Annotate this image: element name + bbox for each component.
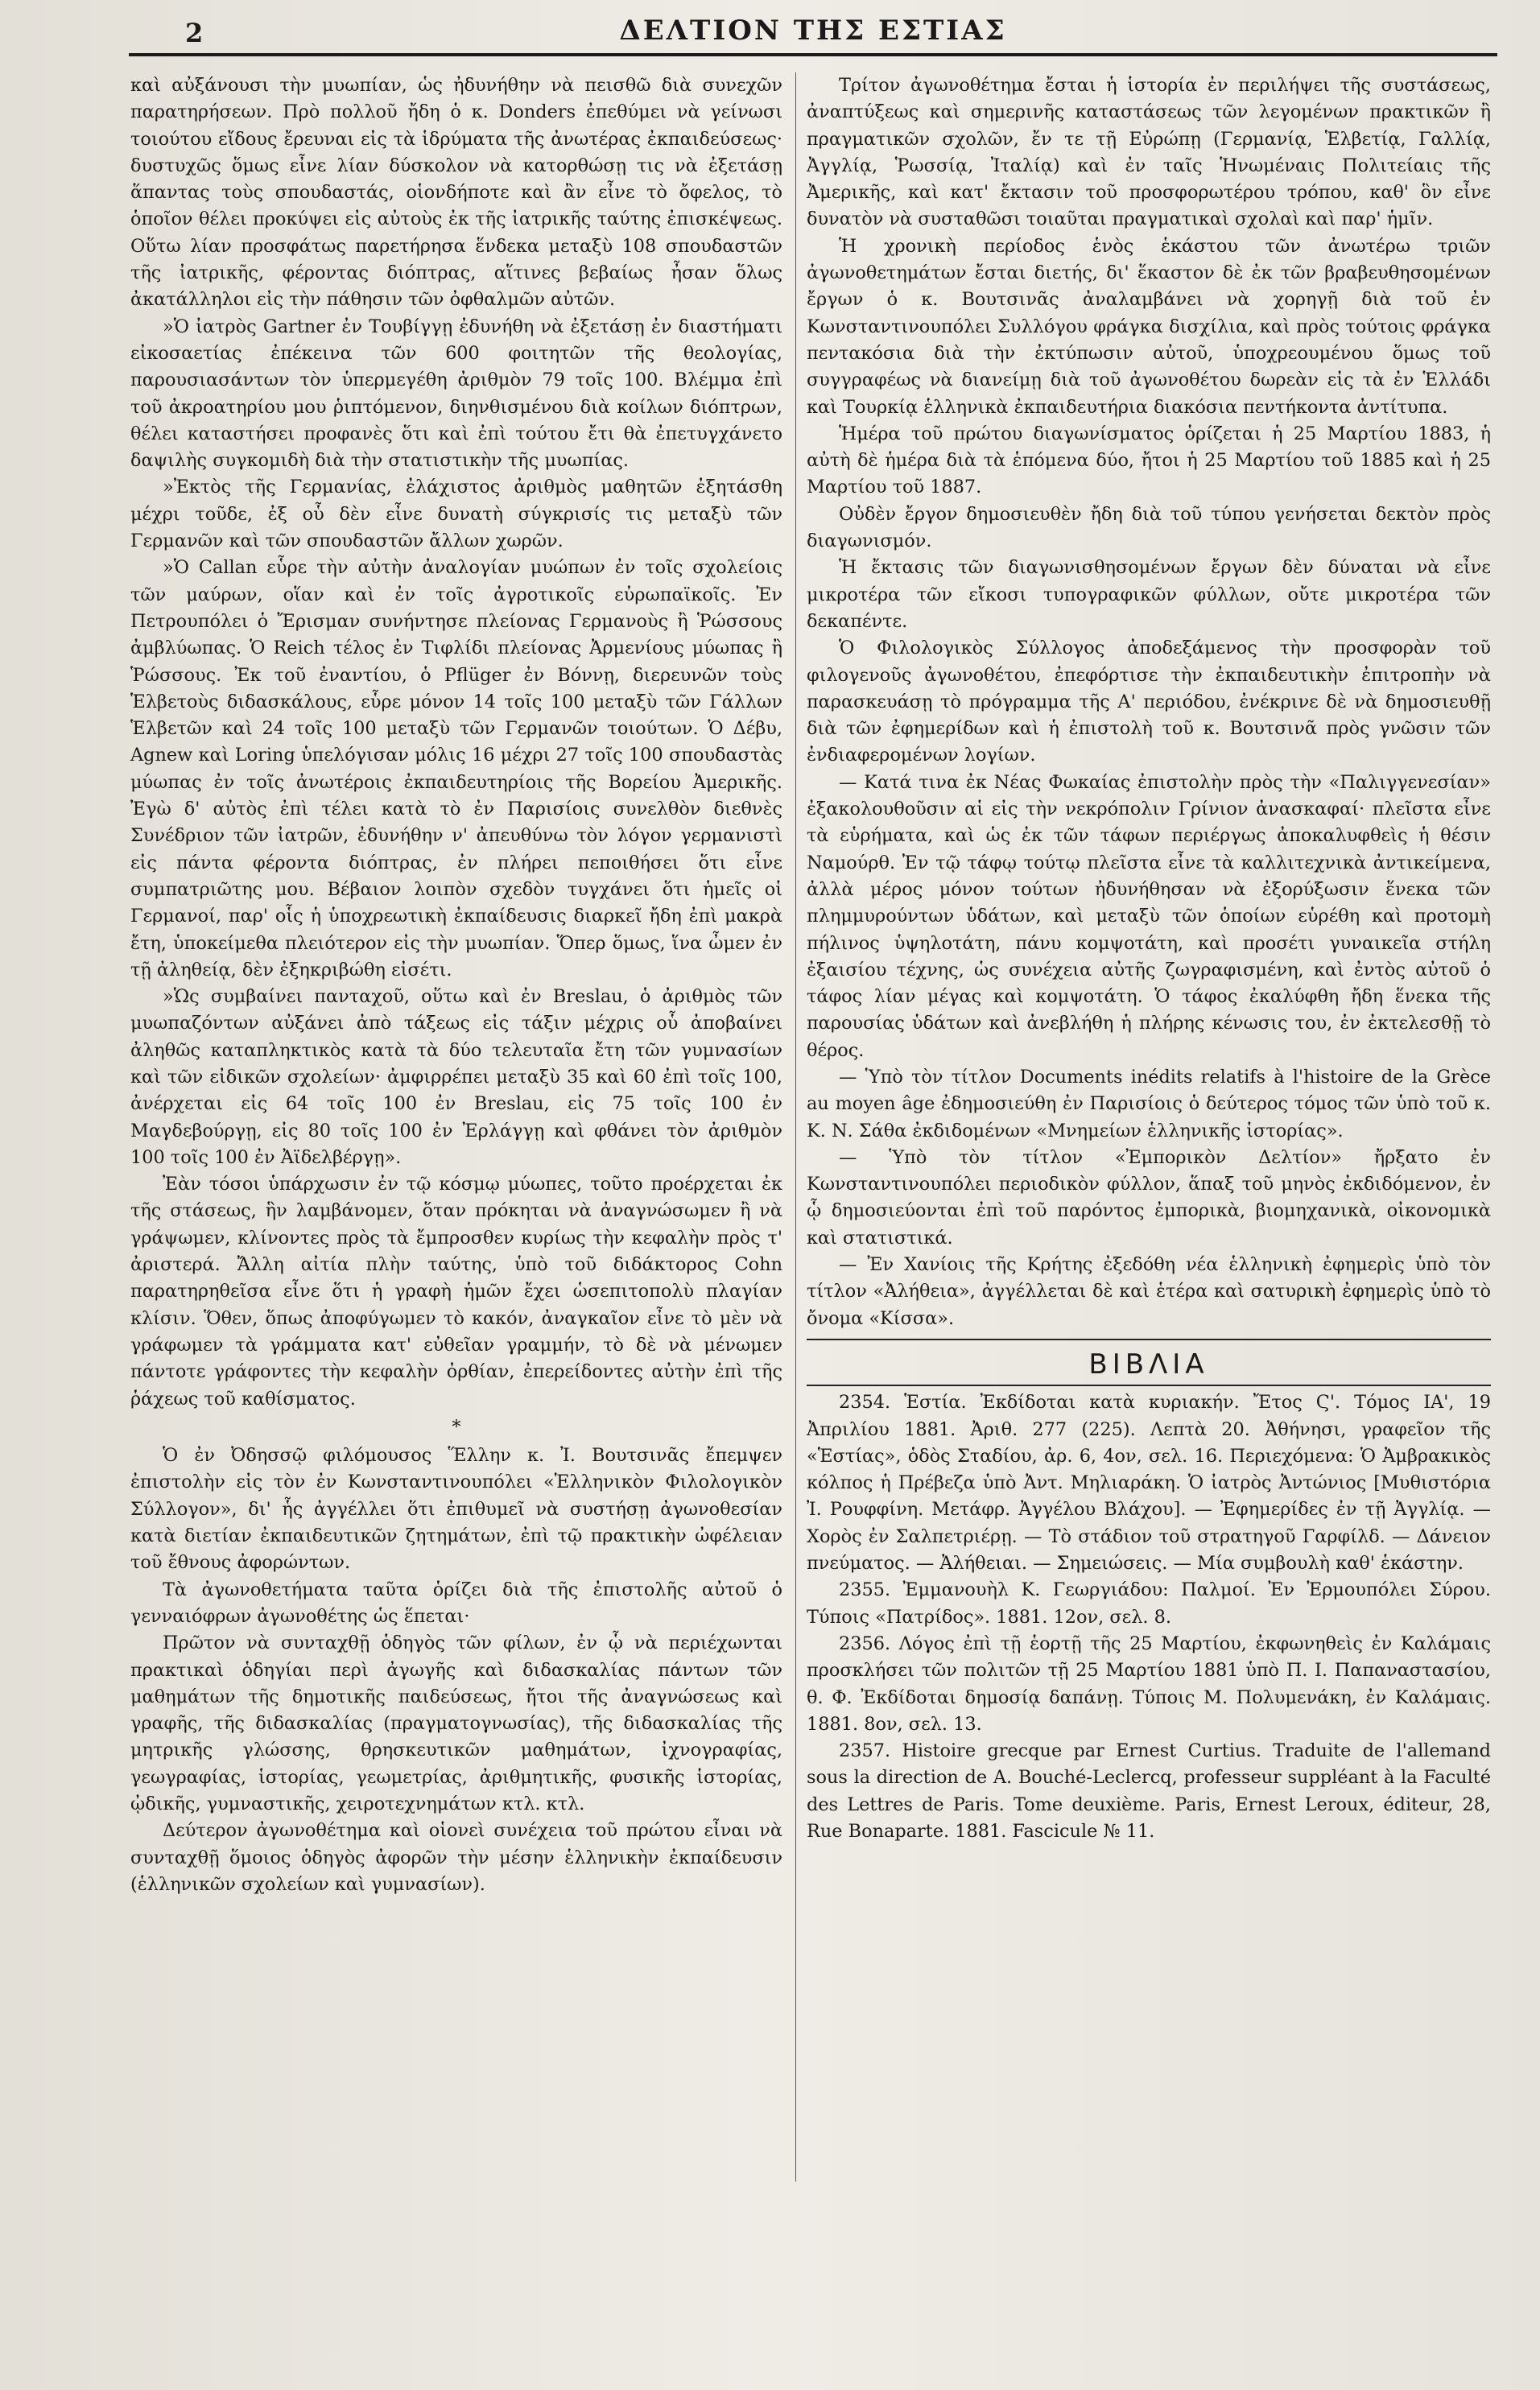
books-heading: ΒΙΒΛΙΑ <box>1088 1348 1209 1381</box>
paragraph: »Ὁ Callan εὗρε τὴν αὐτὴν ἀναλογίαν μυώπων ἐν τοῖς σχολείοις τῶν μαύρων, οἵαν καὶ ἐν τοῖς ἀγροτικοῖς εὐρωπαϊκοῖς. Ἐν Πετρουπόλει ὁ Ἔρισμαν συνήντησε πλείονας Γερμανοὺς ἢ Ῥώσσους ἀμβλύωπας. Ὁ Reich τέλος ἐν Τιφλίδι πλείονας Ἀρμενίους μύωπας ἢ Ῥώσσους. Ἐκ τοῦ ἐναντίου, ὁ Pflüger ἐν Βόννῃ, διερευνῶν τοὺς Ἑλβετοὺς διδασκάλους, εὗρε μόνον 14 τοῖς 100 μεταξὺ τῶν Γάλλων Ἑλβετῶν καὶ 24 τοῖς 100 μεταξὺ τῶν Γερμανῶν τοιούτων. Ὁ Δέβυ, Agnew καὶ Loring ὑπελόγισαν μόλις 16 μέχρι 27 τοῖς 100 σπουδαστὰς μύωπας ἐν τοῖς ἀνωτέροις ἐκπαιδευτηρίοις τῆς Βορείου Ἀμερικῆς. Ἐγὼ δ' αὐτὸς ἐπὶ τέλει κατὰ τὸ ἐν Παρισίοις συνελθὸν διεθνὲς Συνέδριον τῶν ἰατρῶν, ἐδυνήθην ν' ἀπευθύνω τὸν λόγον γερμανιστὶ εἰς πάντα φέροντα διόπτρας, ἐν πλήρει πεποιθήσει ὅτι εἶνε συμπατριῶτης μου. Βέβαιον λοιπὸν σχεδὸν τυγχάνει ὅτι ἡμεῖς οἱ Γερμανοί, παρ' οἷς ἡ ὑποχρεωτικὴ ἐκπαίδευσις διαρκεῖ ἤδη ἐπὶ μακρὰ ἔτη, ὑποκείμεθα πλειότερον εἰς τὴν μυωπίαν. Ὅπερ ὅμως, ἵνα ὦμεν ἐν τῇ ἀληθείᾳ, δὲν ἐξηκριβώθη εἰσέτι. <box>130 557 782 980</box>
paragraph: καὶ αὐξάνουσι τὴν μυωπίαν, ὡς ἠδυνήθην νὰ πεισθῶ διὰ συνεχῶν παρατηρήσεων. Πρὸ πολλοῦ ἤδη ὁ κ. Donders ἐπεθύμει νὰ γείνωσι τοιούτου εἴδους ἔρευναι εἰς τὰ ἱδρύματα τῆς ἀνωτέρας ἐκπαιδεύσεως· δυστυχῶς ὅμως εἶνε λίαν δύσκολον νὰ κατορθώσῃ τις νὰ ἐξετάσῃ ἅπαντας τοὺς σπουδαστάς, οἱονδήποτε καὶ ἂν εἶνε τὸ ὄφελος, τὸ ὁποῖον θέλει προκύψει εἰς αὐτοὺς ἐκ τῆς ἰατρικῆς ταύτης ἐπισκέψεως. Οὕτω λίαν προσφάτως παρετήρησα ἕνδεκα μεταξὺ 108 σπουδαστῶν τῆς ἰατρικῆς, φέροντας διόπτρας, αἵτινες βεβαίως ἦσαν ὅλως ἀκατάλληλοι εἰς τὴν πάθησιν τῶν ὀφθαλμῶν αὐτῶν. <box>130 75 782 311</box>
page-number: 2 <box>185 18 204 48</box>
book-entry: 2356. Λόγος ἐπὶ τῇ ἑορτῇ τῆς 25 Μαρτίου, ἐκφωνηθεὶς ἐν Καλάμαις προσκλήσει τῶν πολιτῶν τῇ 25 Μαρτίου 1881 ὑπὸ Π. Ι. Παπαναστασίου, θ. Φ. Ἐκδίδοται δημοσίᾳ δαπάνῃ. Τύποις Μ. Πολυμενάκη, ἐν Καλάμαις. 1881. 8ον, σελ. 13. <box>807 1633 1491 1735</box>
paragraph: — Κατά τινα ἐκ Νέας Φωκαίας ἐπιστολὴν πρὸς τὴν «Παλιγγενεσίαν» ἐξακολουθοῦσιν αἱ εἰς τὴν νεκρόπολιν Γρίνιον ἀνασκαφαί· πλεῖστα εἶνε τὰ εὑρήματα, καὶ ὡς ἐκ τῶν τάφων περιέργως ἀποκαλυφθεὶς ἡ θέσιν Ναμούρθ. Ἐν τῷ τάφῳ τούτῳ πλεῖστα εἶνε τὰ καλλιτεχνικὰ ἀντικείμενα, ἀλλὰ μέρος μόνον τούτων ἠδυνήθησαν νὰ ἐξορύξωσιν ἕνεκα τῶν πλημμυρούντων ὑδάτων, καὶ μεταξὺ τῶν ὁποίων εὑρέθη καὶ προτομὴ πήλινος ὑψηλοτάτη, πάνυ κομψοτάτη, καὶ προσέτι γυναικεῖα στήλη ἐξαισίου τέχνης, ὡς συνέχεια αὐτῆς ζωγραφισμένη, καὶ ἐντὸς αὐτοῦ ὁ τάφος λίαν μέγας καὶ κομψοτάτη. Ὁ τάφος ἐκαλύφθη ἤδη ἕνεκα τῆς παρουσίας ὑδάτων καὶ ἀνεβλήθη ἡ πλήρης κένωσις του, ἐν ἐκτελεσθῇ τὸ θέρος. <box>807 771 1491 1061</box>
paragraph: — Ὑπὸ τὸν τίτλον «Ἐμπορικὸν Δελτίον» ἤρξατο ἐν Κωνσταντινουπόλει περιοδικὸν φύλλον, ἅπαξ τοῦ μηνὸς ἐκδιδόμενον, ἐν ᾧ δημοσιεύονται ἐπὶ τοῦ παρόντος ἐμπορικὰ, βιομηχανικὰ, οἰκονομικὰ καὶ στατιστικά. <box>807 1146 1491 1249</box>
section-star: * <box>452 1416 461 1438</box>
paragraph: Τὰ ἀγωνοθετήματα ταῦτα ὁρίζει διὰ τῆς ἐπιστολῆς αὐτοῦ ὁ γενναιόφρων ἀγωνοθέτης ὡς ἕπεται· <box>130 1579 782 1627</box>
book-entry: 2357. Histoire grecque par Ernest Curtius. Traduite de l'allemand sous la direction de A. Bouché-Leclercq, professeur suppléant à la Faculté des Lettres de Paris. Tome deuxième. Paris, Ernest Leroux, éditeur, 28, Rue Bonaparte. 1881. Fascicule № 11. <box>807 1740 1491 1842</box>
paragraph: Ὁ Φιλολογικὸς Σύλλογος ἀποδεξάμενος τὴν προσφορὰν τοῦ φιλογενοῦς ἀγωνοθέτου, ἐπεφόρτισε τὴν ἐκπαιδευτικὴν ἐπιτροπὴν νὰ παρασκευάσῃ τὸ πρόγραμμα τῆς Α' περιόδου, ἐνέκρινε δὲ νὰ δημοσιευθῇ διὰ τῶν ἐφημερίδων καὶ ἡ ἐπιστολὴ τοῦ κ. Βουτσινᾶ πρὸς γνῶσιν τῶν ἐνδιαφερομένων λογίων. <box>807 638 1491 766</box>
paragraph: »Ἐκτὸς τῆς Γερμανίας, ἐλάχιστος ἀριθμὸς μαθητῶν ἐξητάσθη μέχρι τοῦδε, ἐξ οὗ δὲν εἶνε δυνατὴ σύγκρισίς τις μεταξὺ τῶν Γερμανῶν καὶ τῶν σπουδαστῶν ἄλλων χωρῶν. <box>130 477 782 552</box>
paragraph: Ἡ χρονικὴ περίοδος ἑνὸς ἑκάστου τῶν ἀνωτέρω τριῶν ἀγωνοθετημάτων ἔσται διετής, δι' ἕκαστον δὲ ἐκ τῶν βραβευθησομένων ἔργων ὁ κ. Βουτσινᾶς ἀναλαμβάνει νὰ χορηγῇ διὰ τοῦ ἐν Κωνσταντινουπόλει Συλλόγου φράγκα δισχίλια, καὶ πρὸς τούτοις φράγκα πεντακόσια διὰ τὴν ἐκτύπωσιν αὐτοῦ, ὑποχρεουμένου ὅμως τοῦ συγγραφέως νὰ διανείμῃ διὰ τοῦ ἀγωνοθέτου δωρεὰν εἰς τὰ ἐν Ἑλλάδι καὶ Τουρκίᾳ ἑλληνικὰ ἐκπαιδευτήρια διακόσια πεντήκοντα ἀντίτυπα. <box>807 235 1491 418</box>
paragraph: Ἐὰν τόσοι ὑπάρχωσιν ἐν τῷ κόσμῳ μύωπες, τοῦτο προέρχεται ἐκ τῆς στάσεως, ἣν λαμβάνομεν, ὅταν πρόκηται νὰ ἀναγνώσωμεν ἢ νὰ γράψωμεν, κλίνοντες πρὸς τὰ ἔμπροσθεν κυρίως τὴν κεφαλὴν πρὸς τ' ἀριστερά. Ἄλλη αἰτία πλὴν ταύτης, ὑπὸ τοῦ διδάκτορος Cohn παρατηρηθεῖσα εἶνε ὅτι ἡ γραφὴ ἡμῶν ἔχει ὡσεπιτοπολὺ πλαγίαν κλίσιν. Ὅθεν, ὅπως ἀποφύγωμεν τὸ κακόν, ἀναγκαῖον εἶνε τὸ μὲν νὰ γράφωμεν τὰ γράμματα κατ' εὐθεῖαν γραμμήν, τὸ δὲ νὰ μένωμεν πάντοτε γράφοντες τὴν κεφαλὴν ὀρθίαν, ἐπερείδοντες αὐτὴν ἐπὶ τῆς ῥάχεως τοῦ καθίσματος. <box>130 1174 782 1410</box>
paragraph: Ὁ ἐν Ὀδησσῷ φιλόμουσος Ἕλλην κ. Ἰ. Βουτσινᾶς ἔπεμψεν ἐπιστολὴν εἰς τὸν ἐν Κωνσταντινουπόλει «Ἑλληνικὸν Φιλολογικὸν Σύλλογον», δι' ἧς ἀγγέλλει ὅτι ἐπιθυμεῖ νὰ συστήσῃ ἀγωνοθεσίαν κατὰ διετίαν ἐκπαιδευτικῶν ζητημάτων, ἐπὶ τῷ πρακτικὴν ὠφέλειαν τοῦ ἔθνους ἀφορώντων. <box>130 1445 782 1574</box>
right-column <box>807 72 1491 1845</box>
paragraph: Τρίτον ἀγωνοθέτημα ἔσται ἡ ἱστορία ἐν περιλήψει τῆς συστάσεως, ἀναπτύξεως καὶ σημερινῆς καταστάσεως τῶν λεγομένων πρακτικῶν ἢ πραγματικῶν σχολῶν, ἔν τε τῇ Εὐρώπῃ (Γερμανίᾳ, Ἑλβετίᾳ, Γαλλίᾳ, Ἀγγλίᾳ, Ῥωσσίᾳ, Ἰταλίᾳ) καὶ ἐν ταῖς Ἡνωμέναις Πολιτείαις τῆς Ἀμερικῆς, καὶ κατ' ἔκτασιν τοῦ προσφορωτέρου τρόπου, καθ' ὃν εἶνε δυνατὸν νὰ συσταθῶσι τοιαῦται πραγματικαὶ σχολαὶ καὶ παρ' ἡμῖν. <box>807 75 1491 230</box>
page-header <box>129 6 1497 55</box>
paragraph: Ἡ ἔκτασις τῶν διαγωνισθησομένων ἔργων δὲν δύναται νὰ εἶνε μικροτέρα τῶν εἴκοσι τυπογραφικῶν φύλλων, οὔτε μικροτέρα τῶν δεκαπέντε. <box>807 557 1491 632</box>
header-rule <box>129 53 1497 56</box>
section-rule <box>807 1385 1491 1386</box>
paragraph: Δεύτερον ἀγωνοθέτημα καὶ οἱονεὶ συνέχεια τοῦ πρώτου εἶναι νὰ συνταχθῇ ὅμοιος ὁδηγὸς ἀφορῶν τὴν μέσην ἑλληνικὴν ἐκπαίδευσιν (ἑλληνικῶν σχολείων καὶ γυμνασίων). <box>130 1820 782 1895</box>
column-divider <box>795 72 796 2182</box>
section-rule <box>807 1339 1491 1340</box>
paragraph: Ἡμέρα τοῦ πρώτου διαγωνίσματος ὁρίζεται ἡ 25 Μαρτίου 1883, ἡ αὐτὴ δὲ ἡμέρα διὰ τὰ ἑπόμενα δύο, ἤτοι ἡ 25 Μαρτίου τοῦ 1885 καὶ ἡ 25 Μαρτίου τοῦ 1887. <box>807 423 1491 498</box>
paragraph: — Ὑπὸ τὸν τίτλον Documents inédits relatifs à l'histoire de la Grèce au moyen âge ἐδημοσιεύθη ἐν Παρισίοις ὁ δεύτερος τόμος τῶν ὑπὸ τοῦ κ. Κ. Ν. Σάθα ἐκδιδομένων «Μνημείων ἑλληνικῆς ἱστορίας». <box>807 1066 1491 1141</box>
left-column <box>130 72 782 1898</box>
paragraph: Πρῶτον νὰ συνταχθῇ ὁδηγὸς τῶν φίλων, ἐν ᾧ νὰ περιέχωνται πρακτικαὶ ὁδηγίαι περὶ ἀγωγῆς καὶ διδασκαλίας πάντων τῶν μαθημάτων τῆς δημοτικῆς παιδεύσεως, ἤτοι τῆς ἀναγνώσεως καὶ γραφῆς, τῆς διδασκαλίας (πραγματογνωσίας), τῆς διδασκαλίας τῆς μητρικῆς γλώσσης, θρησκευτικῶν μαθημάτων, ἰχνογραφίας, γεωγραφίας, ἱστορίας, γεωμετρίας, ἀριθμητικῆς, φυσικῆς ἱστορίας, ᾠδικῆς, γυμναστικῆς, χειροτεχνημάτων κτλ. κτλ. <box>130 1633 782 1814</box>
paragraph: »Ὁ ἰατρὸς Gartner ἐν Τουβίγγῃ ἐδυνήθη νὰ ἐξετάσῃ ἐν διαστήματι εἰκοσαετίας ἐπέκεινα τῶν 600 φοιτητῶν τῆς θεολογίας, παρουσιασάντων τὸν ὑπερμεγέθη ἀριθμὸν 79 τοῖς 100. Βλέμμα ἐπὶ τοῦ ἀκροατηρίου μου ῥιπτόμενον, διηνθισμένου διὰ κοίλων διόπτρων, θέλει καταστήσει προφανὲς ὅτι καὶ ἐπὶ τούτου ἔτι θὰ ἐπετυγχάνετο δαψιλὴς συγκομιδὴ διὰ τὴν στατιστικὴν τῆς μυωπίας. <box>130 316 782 472</box>
book-entry: 2354. Ἑστία. Ἐκδίδοται κατὰ κυριακήν. Ἔτος Ϛ'. Τόμος ΙΑ', 19 Ἀπριλίου 1881. Ἀριθ. 277 (225). Λεπτὰ 20. Ἀθήνησι, γραφεῖον τῆς «Ἑστίας», ὁδὸς Σταδίου, ἀρ. 6, 4ον, σελ. 16. Περιεχόμενα: Ὁ Ἀμβρακικὸς κόλπος ἡ Πρέβεζα ὑπὸ Ἀντ. Μηλιαράκη. Ὁ ἰατρὸς Ἀντώνιος [Μυθιστόρια Ἰ. Ρουφφίνη. Μετάφρ. Ἀγγέλου Βλάχου]. — Ἐφημερίδες ἐν τῇ Ἀγγλίᾳ. — Χορὸς ἐν Σαλπετριέρῃ. — Τὸ στάδιον τοῦ στρατηγοῦ Γαρφίλδ. — Δάνειον πνεύματος. — Ἀλήθειαι. — Σημειώσεις. — Μία συμβουλὴ καθ' ἑκάστην. <box>807 1392 1491 1575</box>
paragraph: »Ὡς συμβαίνει πανταχοῦ, οὕτω καὶ ἐν Breslau, ὁ ἀριθμὸς τῶν μυωπαζόντων αὐξάνει ἀπὸ τάξεως εἰς τάξιν μέχρις οὗ ἀποβαίνει ἀληθῶς καταπληκτικὸς κατὰ τὰ δύο τελευταῖα ἔτη τῶν γυμνασίων καὶ τῶν εἰδικῶν σχολείων· ἀμφιρρέπει μεταξὺ 35 καὶ 60 ἐπὶ τοῖς 100, ἀνέρχεται εἰς 64 τοῖς 100 ἐν Breslau, εἰς 75 τοῖς 100 ἐν Μαγδεβούργῃ, εἰς 80 τοῖς 100 ἐν Ἐρλάγγῃ καὶ φθάνει τὸν ἀριθμὸν 100 τοῖς 100 ἐν Ἀϊδελβέργῃ». <box>130 986 782 1168</box>
book-entry: 2355. Ἐμμανουὴλ Κ. Γεωργιάδου: Παλμοί. Ἐν Ἑρμουπόλει Σύρου. Τύποις «Πατρίδος». 1881. 12ον, σελ. 8. <box>807 1579 1491 1628</box>
page-title: ΔΕΛΤΙΟΝ ΤΗΣ ΕΣΤΙΑΣ <box>619 14 1007 47</box>
paragraph: — Ἐν Χανίοις τῆς Κρήτης ἐξεδόθη νέα ἑλληνικὴ ἐφημερὶς ὑπὸ τὸν τίτλον «Ἀλήθεια», ἀγγέλλεται δὲ καὶ ἑτέρα καὶ σατυρικὴ ἐφημερὶς ὑπὸ τὸ ὄνομα «Κίσσα». <box>807 1254 1491 1329</box>
paragraph: Οὐδὲν ἔργον δημοσιευθὲν ἤδη διὰ τοῦ τύπου γενήσεται δεκτὸν πρὸς διαγωνισμόν. <box>807 503 1491 552</box>
